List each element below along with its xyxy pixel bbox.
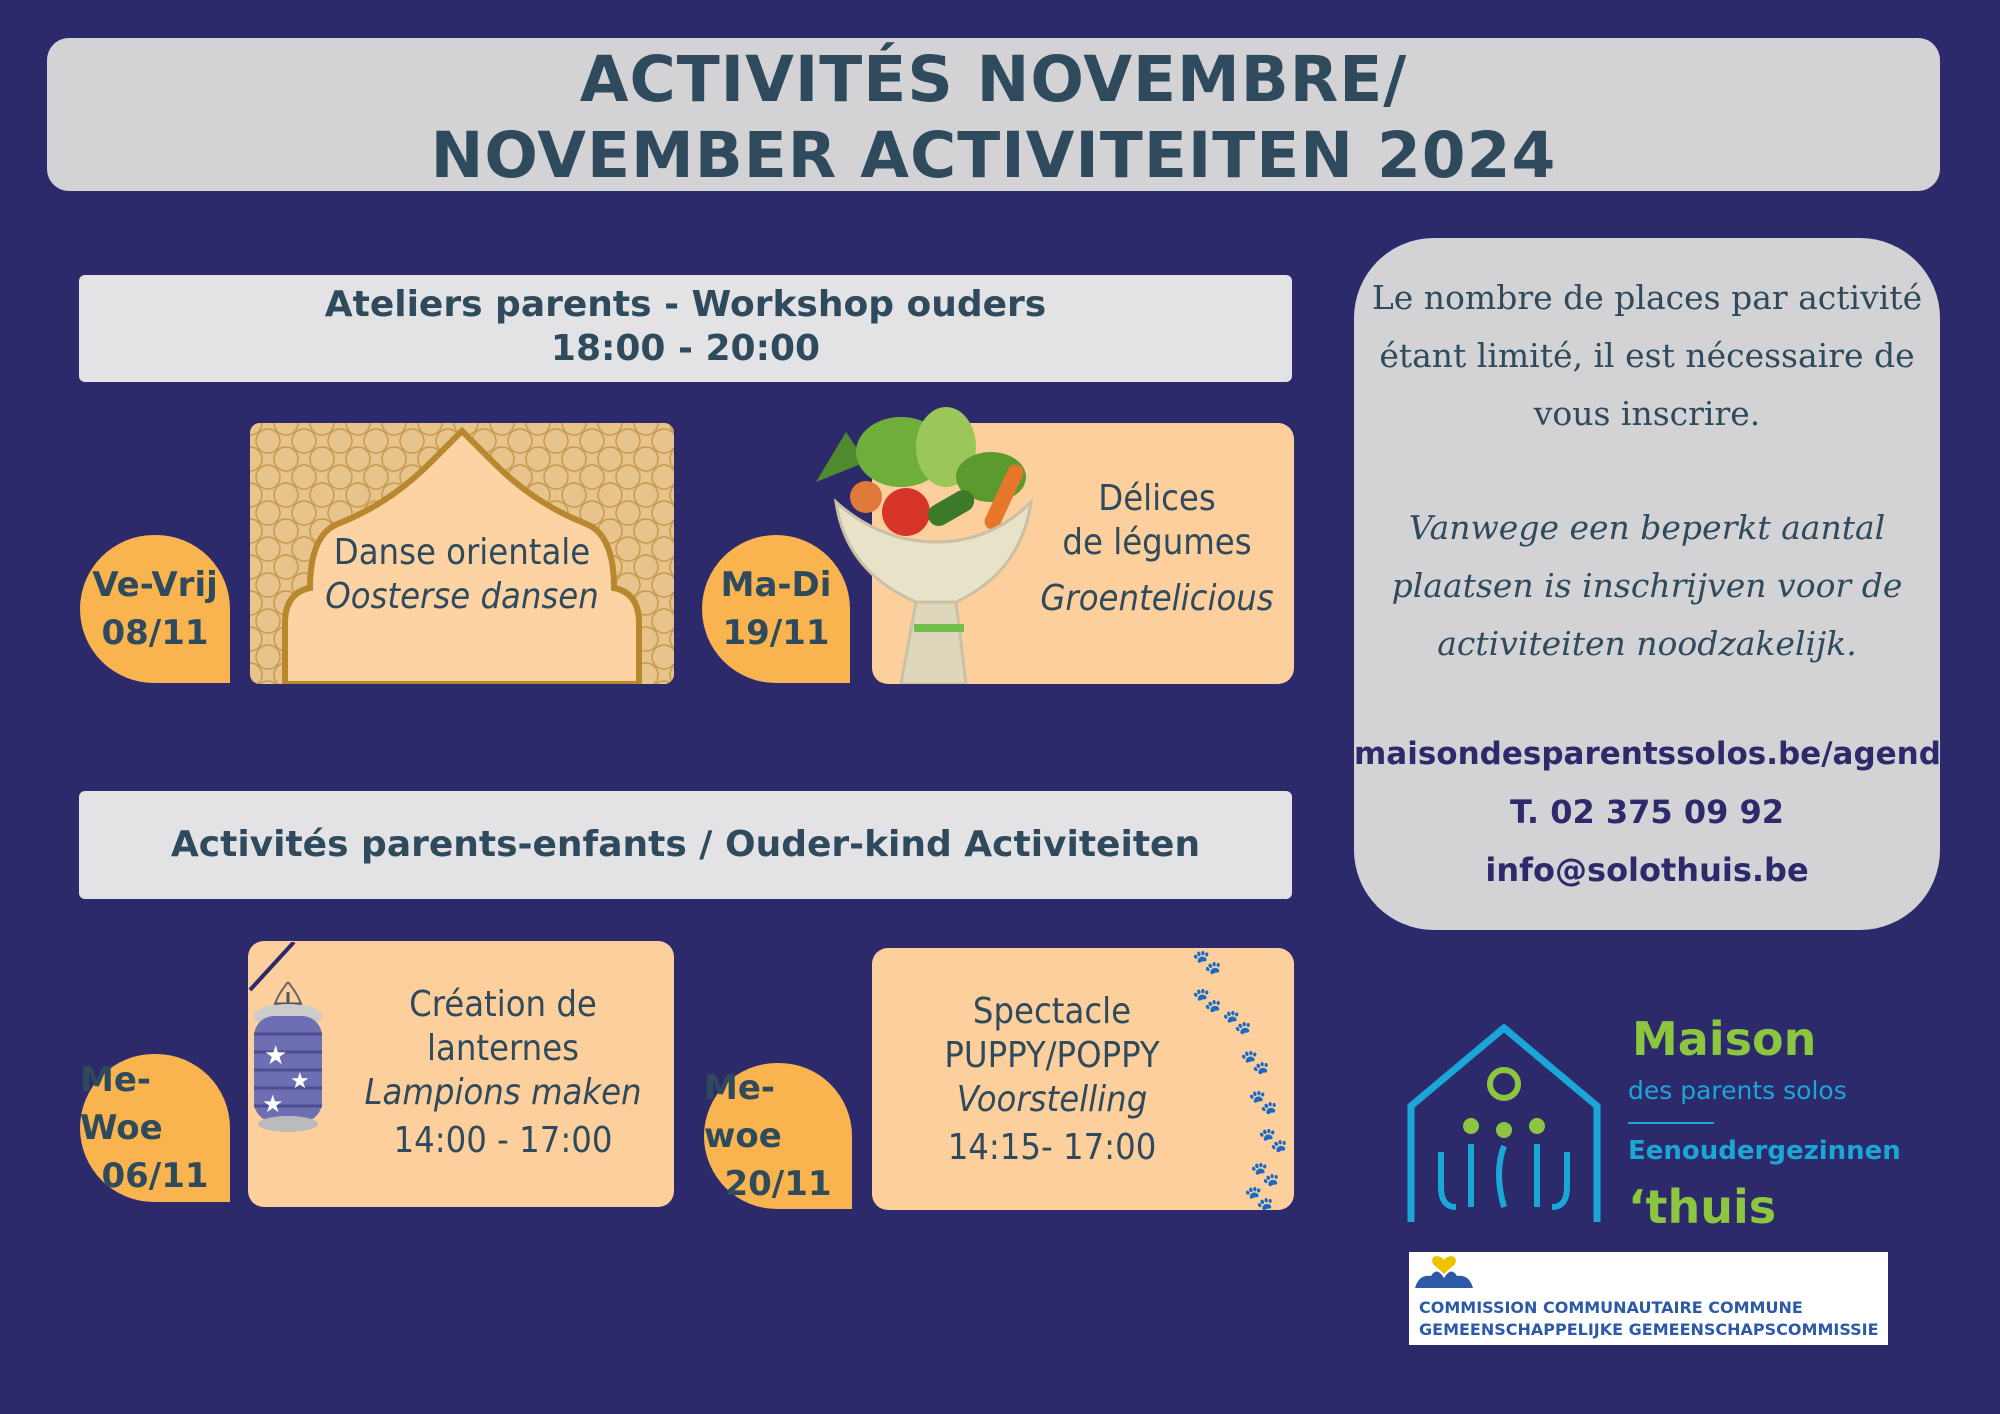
email-link[interactable]: info@solothuis.be (1485, 851, 1809, 889)
svg-text:★: ★ (290, 1069, 310, 1094)
logo-maison: Maison (1632, 1012, 1817, 1066)
logo-divider (1628, 1122, 1714, 1124)
badge-date: 20/11 (724, 1164, 832, 1204)
date-badge (80, 1054, 230, 1202)
event-card-danse (250, 423, 674, 684)
workshops-heading-bar (79, 275, 1292, 382)
event-time: 14:15- 17:00 (947, 1127, 1157, 1168)
commission-nl: GEMEENSCHAPPELIJKE GEMEENSCHAPSCOMMISSIE (1419, 1320, 1879, 1339)
event-title-fr-1: Délices (1098, 478, 1216, 519)
logo-eenouder: Eenoudergezinnen (1628, 1136, 1901, 1166)
paw-trail (1188, 944, 1298, 1214)
title-line-2: NOVEMBER ACTIVITEITEN 2024 (430, 119, 1557, 192)
family-heading-bar (79, 791, 1292, 899)
info-nl-line-3: activiteiten noodzakelijk. (1437, 624, 1857, 663)
badge-date: 08/11 (101, 613, 209, 653)
event-title-nl: Oosterse dansen (325, 576, 599, 617)
vegetable-bouquet-icon (806, 402, 1056, 684)
badge-day: Ve-Vrij (92, 565, 218, 605)
paw-icon: 🐾 (1244, 1184, 1274, 1212)
badge-date: 19/11 (722, 613, 830, 653)
workshops-time: 18:00 - 20:00 (550, 328, 821, 369)
event-title-fr-1: Création de (409, 984, 597, 1025)
paw-icon: 🐾 (1258, 1126, 1288, 1154)
event-title-fr: Danse orientale (333, 532, 591, 573)
paw-icon: 🐾 (1192, 948, 1222, 976)
title-line-1: ACTIVITÉS NOVEMBRE/ (579, 43, 1408, 116)
commission-emblem-icon (1409, 1254, 1479, 1290)
info-fr-line-1: Le nombre de places par activité (1371, 278, 1923, 317)
badge-day: Ma-Di (720, 565, 832, 605)
logo-parents: des parents solos (1628, 1076, 1847, 1105)
paw-icon: 🐾 (1222, 1008, 1252, 1036)
event-title-fr-1: Spectacle (972, 991, 1132, 1032)
info-panel (1354, 238, 1962, 930)
event-title-nl: Voorstelling (956, 1079, 1148, 1120)
house-logo-icon (1406, 1022, 1602, 1226)
event-title-fr-2: lanternes (426, 1028, 579, 1069)
paw-icon: 🐾 (1250, 1160, 1280, 1188)
commission-logo (1409, 1252, 1888, 1345)
svg-text:★: ★ (262, 1090, 284, 1118)
svg-text:★: ★ (264, 1041, 288, 1071)
info-fr-line-2: étant limité, il est nécessaire de (1379, 336, 1915, 375)
event-title-nl: Groentelicious (1040, 578, 1274, 619)
family-heading: Activités parents-enfants / Ouder-kind Activiteiten (170, 824, 1201, 865)
phone-number: T. 02 375 09 92 (1509, 793, 1785, 831)
info-fr-line-3: vous inscrire. (1533, 394, 1761, 433)
event-title-fr-2: PUPPY/POPPY (944, 1035, 1160, 1076)
date-badge (80, 535, 230, 683)
date-badge (704, 1063, 852, 1209)
paw-icon: 🐾 (1248, 1088, 1278, 1116)
commission-fr: COMMISSION COMMUNAUTAIRE COMMUNE (1419, 1298, 1803, 1317)
maison-logo-text (1628, 1012, 1928, 1242)
badge-day: Me-Woe (80, 1060, 163, 1148)
paw-icon: 🐾 (1192, 986, 1222, 1014)
logo-thuis: ‘thuis (1628, 1180, 1777, 1234)
badge-date: 06/11 (101, 1156, 209, 1196)
event-title-nl: Lampions maken (364, 1072, 642, 1113)
lantern-icon (246, 942, 336, 1142)
paw-icon: 🐾 (1240, 1048, 1270, 1076)
event-title-fr-2: de légumes (1062, 522, 1252, 563)
badge-day: Me-woe (704, 1068, 782, 1156)
page-title (47, 38, 1940, 191)
website-link[interactable]: maisondesparentssolos.be/agenda (1354, 736, 1962, 772)
event-time: 14:00 - 17:00 (393, 1120, 613, 1161)
info-nl-line-2: plaatsen is inschrijven voor de (1391, 566, 1903, 605)
info-nl-line-1: Vanwege een beperkt aantal (1408, 508, 1886, 547)
workshops-heading: Ateliers parents - Workshop ouders (324, 284, 1047, 325)
